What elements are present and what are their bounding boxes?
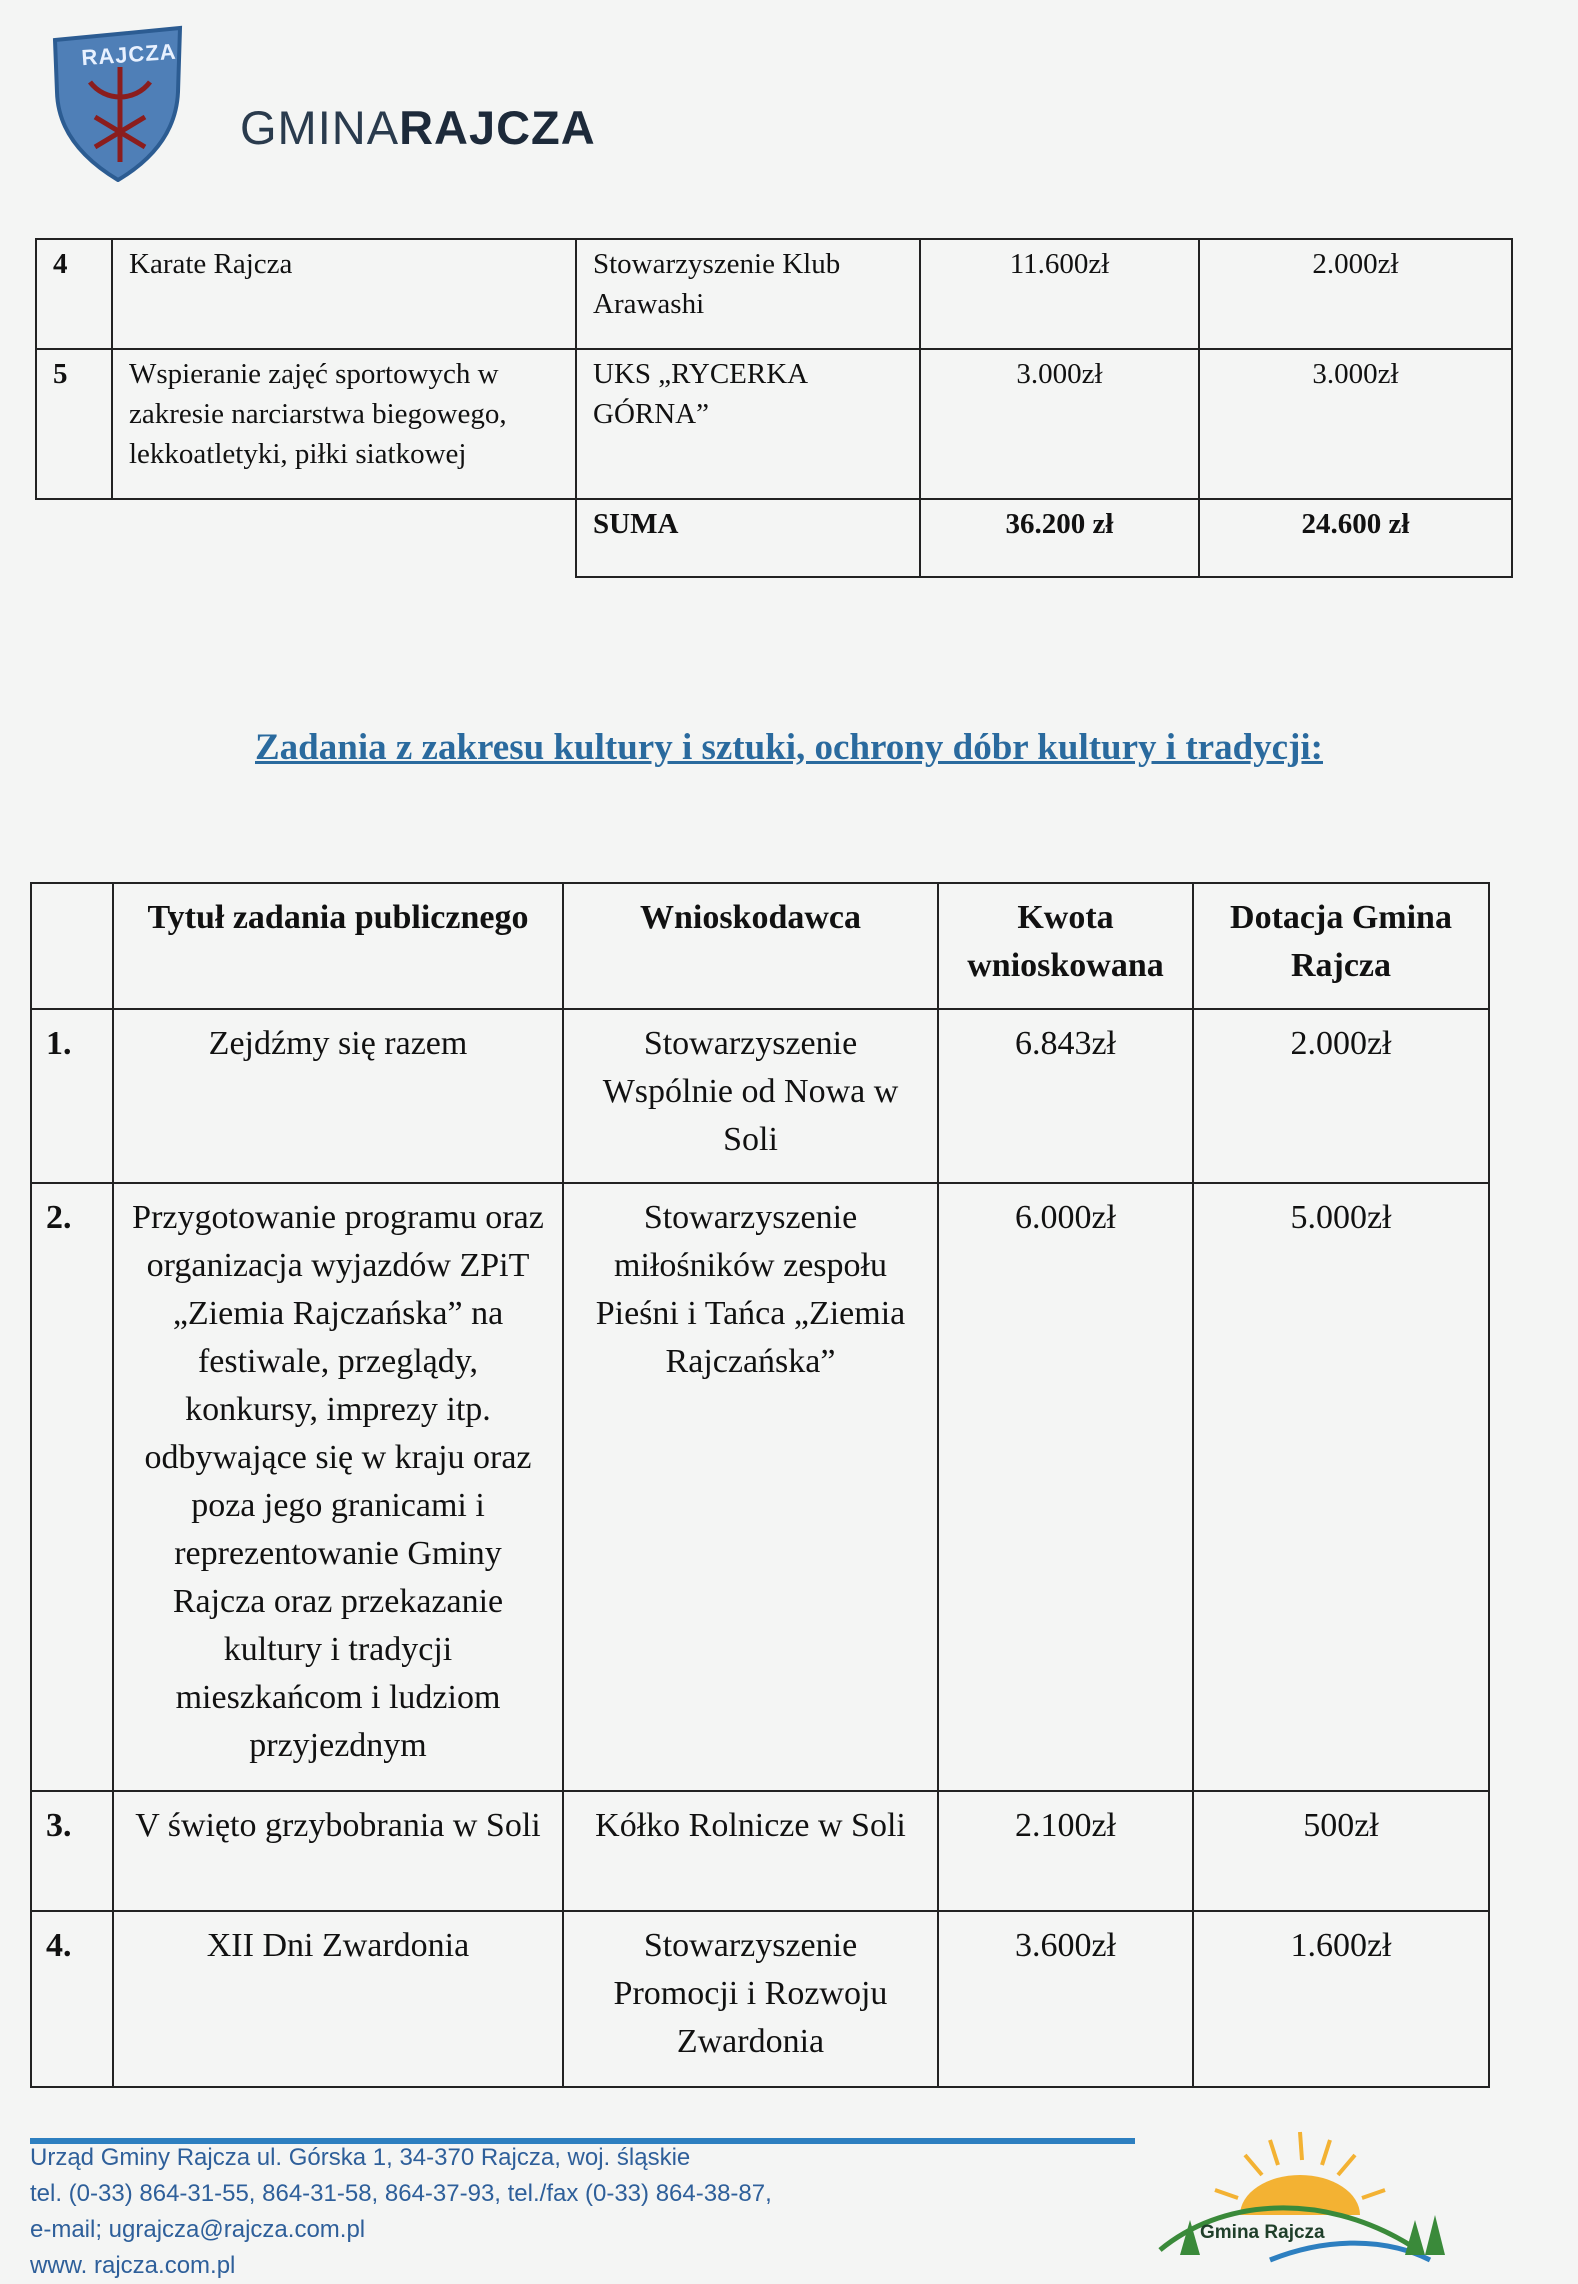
header-title: Tytuł zadania publicznego — [113, 883, 563, 1009]
applicant: Stowarzyszenie Promocji i Rozwoju Zwardonia — [563, 1911, 938, 2087]
applicant: Kółko Rolnicze w Soli — [563, 1791, 938, 1911]
row-number: 4 — [36, 239, 112, 349]
applicant: Stowarzyszenie Klub Arawashi — [576, 239, 920, 349]
header-row — [31, 883, 1489, 1009]
footer-website[interactable]: www. rajcza.com.pl — [30, 2252, 236, 2279]
applicant: Stowarzyszenie Wspólnie od Nowa w Soli — [563, 1009, 938, 1183]
footer-contact — [30, 2140, 1030, 2284]
applicant: Stowarzyszenie miłośników zespołu Pieśni i Tańca „Ziemia Rajczańska” — [563, 1183, 938, 1791]
sum-row — [36, 499, 1512, 577]
task-title: Karate Rajcza — [112, 239, 576, 349]
row-number: 1. — [31, 1009, 113, 1183]
task-title: Zejdźmy się razem — [113, 1009, 563, 1183]
logo-text-bold: RAJCZA — [399, 101, 596, 154]
header-requested: Kwota wnioskowana — [938, 883, 1193, 1009]
table-row — [36, 349, 1512, 499]
footer-phone: tel. (0-33) 864-31-55, 864-31-58, 864-37-93, tel./fax (0-33) 864-38-87, — [30, 2180, 772, 2207]
header-applicant: Wnioskodawca — [563, 883, 938, 1009]
logo-wordmark — [240, 100, 596, 155]
row-number: 5 — [36, 349, 112, 499]
requested-amount: 2.100zł — [938, 1791, 1193, 1911]
table-row — [36, 239, 1512, 349]
sum-label: SUMA — [576, 499, 920, 577]
task-title: Wspieranie zajęć sportowych w zakresie narciarstwa biegowego, lekkoatletyki, piłki siatkowej — [112, 349, 576, 499]
sport-grants-table — [35, 238, 1513, 578]
requested-amount: 11.600zł — [920, 239, 1199, 349]
footer-logo-text: Gmina Rajcza — [1200, 2222, 1325, 2243]
sum-grant: 24.600 zł — [1199, 499, 1512, 577]
requested-amount: 3.000zł — [920, 349, 1199, 499]
culture-grants-table — [30, 882, 1490, 2088]
requested-amount: 6.000zł — [938, 1183, 1193, 1791]
grant-amount: 5.000zł — [1193, 1183, 1489, 1791]
requested-amount: 6.843zł — [938, 1009, 1193, 1183]
footer-email[interactable]: e-mail; ugrajcza@rajcza.com.pl — [30, 2216, 366, 2243]
row-number: 3. — [31, 1791, 113, 1911]
row-number: 2. — [31, 1183, 113, 1791]
grant-amount: 3.000zł — [1199, 349, 1512, 499]
gmina-logo — [50, 22, 650, 192]
grant-amount: 2.000zł — [1193, 1009, 1489, 1183]
table-row — [31, 1911, 1489, 2087]
applicant: UKS „RYCERKA GÓRNA” — [576, 349, 920, 499]
footer-address: Urząd Gminy Rajcza ul. Górska 1, 34-370 Rajcza, woj. śląskie — [30, 2144, 691, 2171]
sum-requested: 36.200 zł — [920, 499, 1199, 577]
requested-amount: 3.600zł — [938, 1911, 1193, 2087]
task-title: XII Dni Zwardonia — [113, 1911, 563, 2087]
header-grant: Dotacja Gmina Rajcza — [1193, 883, 1489, 1009]
grant-amount: 2.000zł — [1199, 239, 1512, 349]
table-row — [31, 1183, 1489, 1791]
row-number: 4. — [31, 1911, 113, 2087]
gmina-rajcza-sun-logo-icon — [1120, 2120, 1500, 2270]
grant-amount: 1.600zł — [1193, 1911, 1489, 2087]
badge-text: RAJCZA — [80, 38, 178, 71]
task-title: Przygotowanie programu oraz organizacja wyjazdów ZPiT „Ziemia Rajczańska” na festiwale, przeglądy, konkursy, imprezy itp. odbywające się w kraju oraz poza jego granicami i reprezentowanie Gminy Rajcza oraz przekazanie kultury i tradycji mieszkańcom i ludziom przyjezdnym — [113, 1183, 563, 1791]
section-heading: Zadania z zakresu kultury i sztuki, ochrony dóbr kultury i tradycji: — [255, 727, 1323, 768]
table-row — [31, 1791, 1489, 1911]
task-title: V święto grzybobrania w Soli — [113, 1791, 563, 1911]
table-row — [31, 1009, 1489, 1183]
grant-amount: 500zł — [1193, 1791, 1489, 1911]
logo-text-light: GMINA — [240, 101, 400, 154]
